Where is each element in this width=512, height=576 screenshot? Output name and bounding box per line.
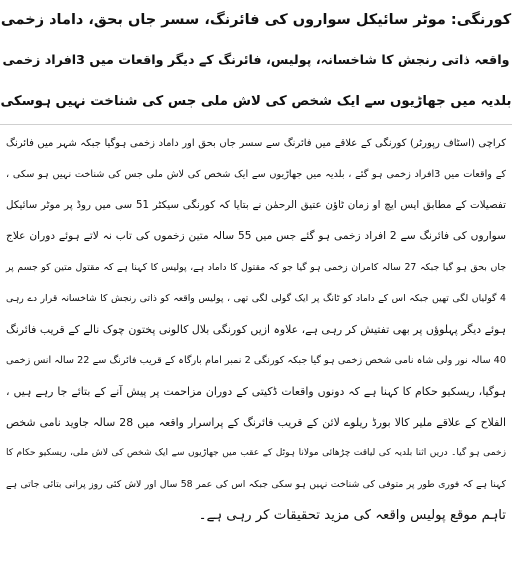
article-body xyxy=(0,128,512,531)
body-line: تفصیلات کے مطابق ایس ایچ او زمان ٹاؤن عتیق الرحمٰن نے بتایا کہ کورنگی سیکٹر 51 سی میں روڈ پر موٹر سائیکل xyxy=(6,199,506,211)
body-line: زخمی ہو گیا۔ دریں اثنا بلدیہ کی لیاقت چڑھائی مولانا ہوٹل کے عقب میں جھاڑیوں سے ایک شخص کی لاش ملی، ریسکیو حکام کا xyxy=(6,448,506,458)
headline-sub-1: واقعہ ذاتی رنجش کا شاخسانہ، پولیس، فائرنگ کے دیگر واقعات میں 3افراد زخمی xyxy=(2,51,510,67)
body-line: الفلاح کے علاقے ملیر کالا بورڈ ریلوے لائن کے قریب فائرنگ کے پراسرار واقعہ میں 28 سالہ جاوید نامی شخص xyxy=(6,416,507,429)
body-line: جاں بحق ہو گیا جبکہ 27 سالہ کامران زخمی ہو گیا جو کہ مقتول کا داماد ہے، پولیس کا کہنا ہے کہ مقتول متین کو جسم پر xyxy=(6,262,506,273)
body-line: تاہم موقع پولیس واقعہ کی مزید تحقیقات کر رہی ہے۔ xyxy=(198,508,506,523)
body-line: سواروں کی فائرنگ سے 2 افراد زخمی ہو گئے جس میں 55 سالہ متین زخموں کی تاب نہ لاتے ہوئے دوران علاج xyxy=(6,230,506,242)
body-line: کراچی (اسٹاف رپورٹر) کورنگی کے علاقے میں فائرنگ سے سسر جاں بحق اور داماد زخمی ہوگیا جبکہ شہر میں فائرنگ xyxy=(6,138,506,149)
body-line: 4 گولیاں لگی تھیں جبکہ اس کے داماد کو ٹانگ پر ایک گولی لگی تھی ، پولیس واقعہ کو ذاتی رنجش کا شاخسانہ قرار دے رہی xyxy=(6,293,506,304)
headline-main: کورنگی: موٹر سائیکل سواروں کی فائرنگ، سسر جاں بحق، داماد زخمی xyxy=(0,11,512,28)
body-line: 40 سالہ نور ولی شاہ نامی شخص زخمی ہو گیا جبکہ کورنگی 2 نمبر امام بارگاہ کے قریب فائرنگ سے 22 سالہ انس زخمی xyxy=(6,355,506,366)
body-line: کہنا ہے کہ فوری طور پر متوفی کی شناخت نہیں ہو سکی جبکہ اس کی عمر 58 سال اور لاش کئی روز پرانی بتائی جاتی ہے xyxy=(6,479,507,490)
body-line: ہوئے دیگر پہلوؤں پر بھی تفتیش کر رہی ہے، علاوہ ازیں کورنگی بلال کالونی پختون چوک نالے کے قریب فائرنگ xyxy=(6,323,506,336)
headline-sub-2: بلدیہ میں جھاڑیوں سے ایک شخص کی لاش ملی جس کی شناخت نہیں ہوسکی xyxy=(0,94,512,110)
headline-divider xyxy=(0,124,512,125)
body-line: ہوگیا، ریسکیو حکام کا کہنا ہے کہ دونوں واقعات ڈکیتی کے دوران مزاحمت پر پیش آنے کے بتائے جا رہے ہیں ، xyxy=(6,385,506,398)
body-line: کے واقعات میں 3افراد زخمی ہو گئے ، بلدیہ میں جھاڑیوں سے ایک شخص کی لاش ملی جس کی شناخت نہیں ہو سکی ، xyxy=(6,169,506,180)
